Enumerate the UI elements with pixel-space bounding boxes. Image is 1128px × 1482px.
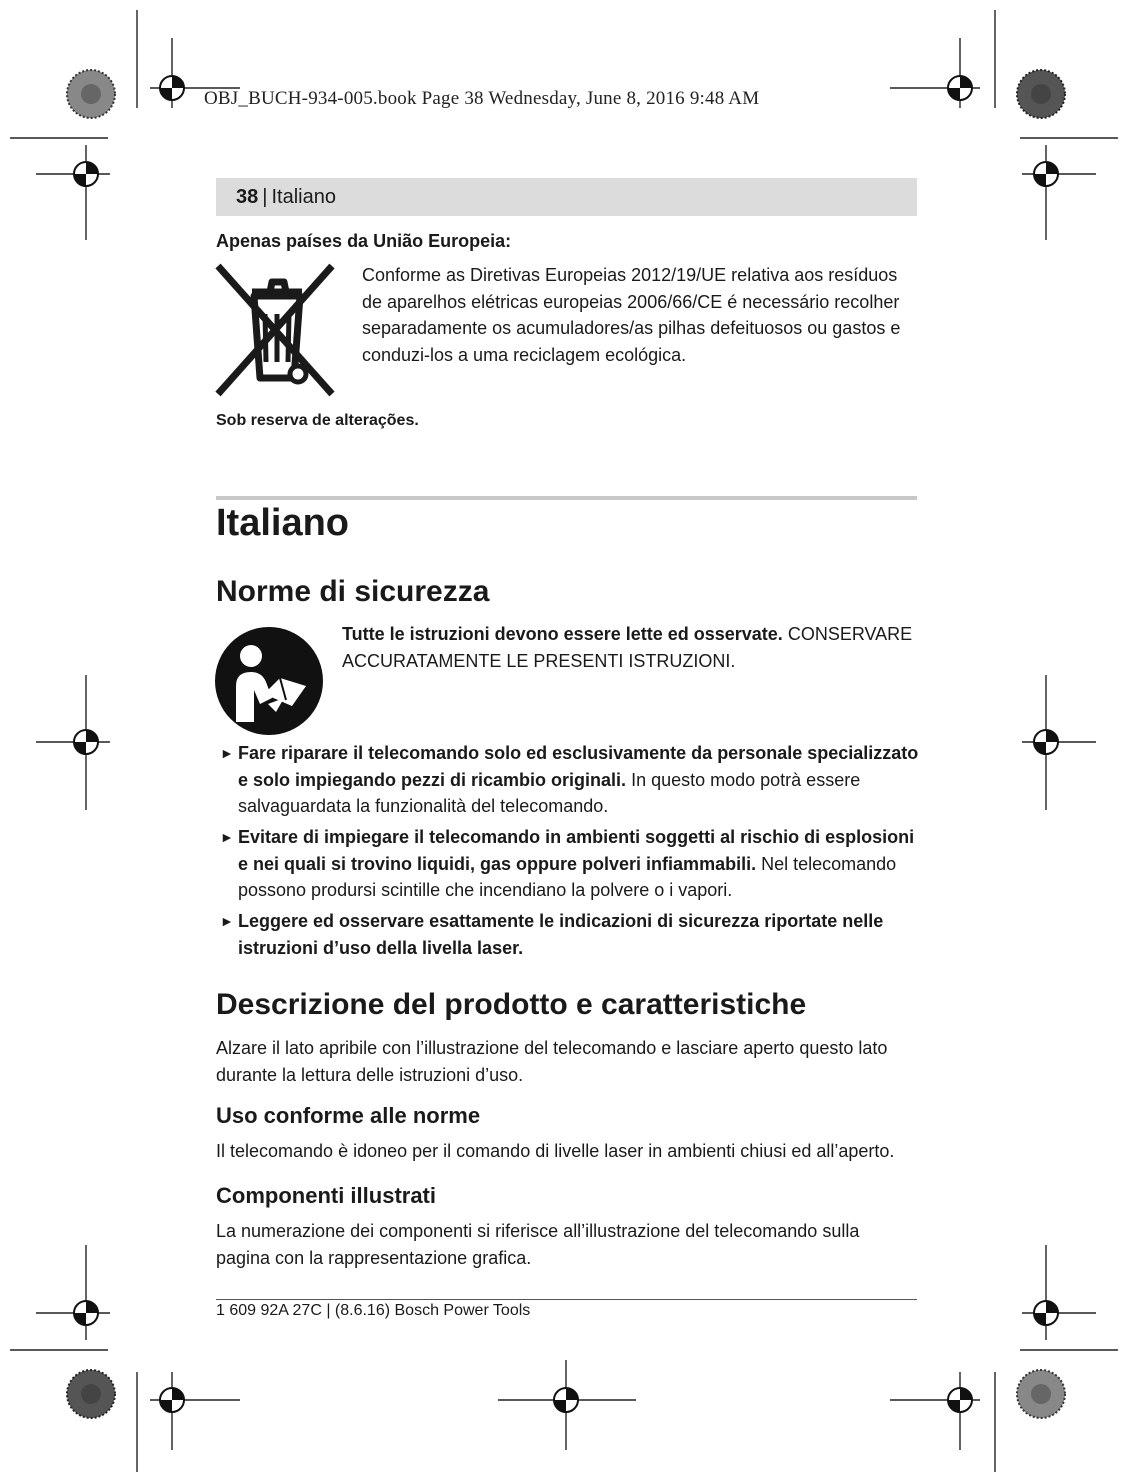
safety-heading: Norme di sicurezza: [216, 575, 490, 608]
eu-disposal-text: Conforme as Diretivas Europeias 2012/19/UE relativa aos resíduos de aparelhos elétricas europeias 2006/66/CE é necessário recolher separadamente os acumuladores/as pilhas defeituosos ou gastos e conduzi-los a uma reciclagem ecológica.: [362, 265, 901, 365]
components-heading: Componenti illustrati: [216, 1183, 436, 1208]
bullet-bold-text: Evitare di impiegare il telecomando in ambienti soggetti al rischio di esplosioni e nei quali si trovino liquidi, gas oppure polveri infiammabili.: [238, 827, 915, 874]
components-text: La numerazione dei componenti si riferisce all’illustrazione del telecomando sulla pagina con la rappresentazione grafica.: [216, 1221, 860, 1268]
language-title: Italiano: [216, 502, 350, 544]
bullet-text: Nel telecomando possono prodursi scintille che incendiano la polvere o i vapori.: [238, 853, 897, 900]
read-manual-icon: [214, 626, 324, 736]
product-description-heading: Descrizione del prodotto e caratteristiche: [216, 988, 807, 1021]
safety-intro-rest: CONSERVARE ACCURATAMENTE LE PRESENTI ISTRUZIONI.: [342, 624, 913, 671]
bullet-arrow: ►: [220, 829, 234, 845]
eu-only-heading: Apenas países da União Europeia:: [216, 231, 512, 251]
bullet-bold-text: Leggere ed osservare esattamente le indicazioni di sicurezza riportate nelle istruzioni d’uso della livella laser.: [238, 911, 884, 958]
header-separator: |: [262, 185, 268, 208]
header-section: Italiano: [271, 185, 336, 208]
bullet-bold-text: Fare riparare il telecomando solo ed esclusivamente da personale specializzato e solo impiegando pezzi di ricambio originali.: [238, 743, 919, 790]
intended-use-heading: Uso conforme alle norme: [216, 1103, 481, 1128]
print-header: OBJ_BUCH-934-005.book Page 38 Wednesday, June 8, 2016 9:48 AM: [204, 88, 760, 109]
subject-to-change-note: Sob reserva de alterações.: [216, 412, 419, 429]
safety-bullet: [216, 908, 928, 961]
intended-use-text: Il telecomando è idoneo per il comando di livelle laser in ambienti chiusi ed all’aperto.: [216, 1141, 895, 1161]
safety-intro-bold: Tutte le istruzioni devono essere lette ed osservate.: [342, 624, 783, 644]
page-header: [216, 178, 917, 216]
safety-bullet: [216, 740, 928, 820]
product-description-text: Alzare il lato apribile con l’illustrazione del telecomando e lasciare aperto questo lato durante la lettura delle istruzioni d’uso.: [216, 1038, 888, 1085]
page-number: 38: [236, 185, 259, 208]
bullet-text: In questo modo potrà essere salvaguardata la funzionalità del telecomando.: [238, 769, 861, 816]
crossed-out-wheelie-bin-icon: [214, 262, 340, 398]
safety-intro: [342, 621, 922, 674]
bullet-arrow: ►: [220, 745, 234, 761]
footer-text: 1 609 92A 27C | (8.6.16) Bosch Power Tools: [216, 1302, 531, 1319]
safety-bullet: [216, 824, 928, 904]
footer-rule: [216, 1299, 917, 1300]
bullet-arrow: ►: [220, 913, 234, 929]
